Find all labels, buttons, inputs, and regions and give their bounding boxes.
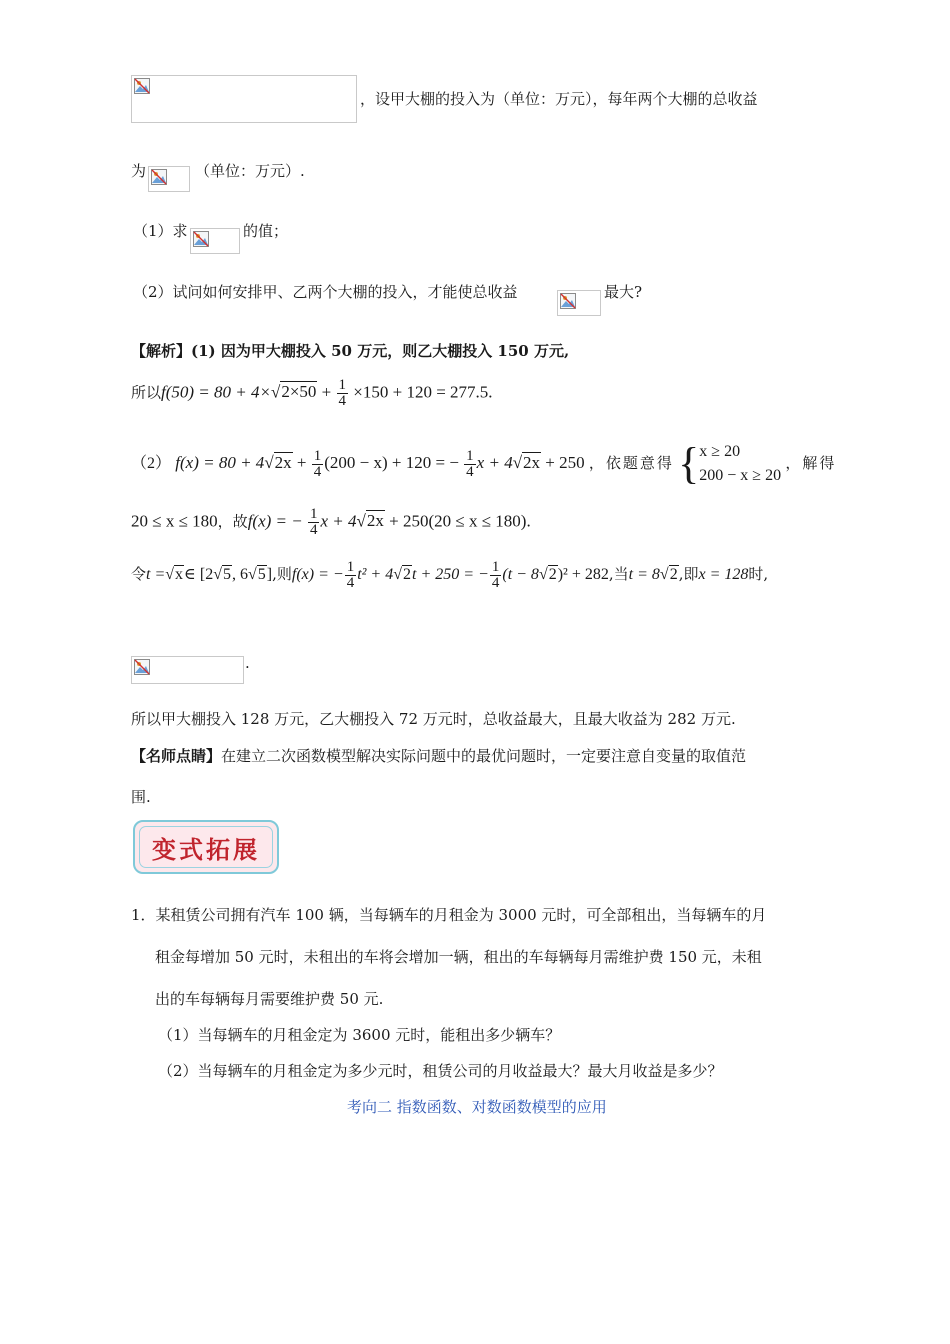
- math: .: [488, 382, 493, 402]
- label: （2）: [131, 454, 172, 472]
- image-placeholder: [190, 228, 240, 254]
- math: f(x) = −: [291, 566, 344, 584]
- math: +: [321, 382, 332, 402]
- text: ，解得: [785, 453, 837, 472]
- math: x + 4: [320, 511, 357, 531]
- math: (t − 8: [502, 566, 539, 584]
- exercise-question-2: （2）当每辆车的月租金定为多少元时，租赁公司的月收益最大？最大月收益是多少？: [158, 1062, 723, 1080]
- math: ×150 + 120 = 277.5: [353, 382, 489, 402]
- banner-label: 变式拓展: [139, 826, 273, 868]
- fraction: $\frac{1}{4}$: [346, 559, 355, 591]
- tip-line-1: [131, 745, 746, 767]
- fraction: $\frac{1}{4}$: [466, 447, 474, 480]
- math: x = 128: [698, 566, 749, 584]
- text: ，故: [217, 512, 248, 531]
- broken-image-icon: [193, 231, 209, 247]
- fraction: $\frac{1}{4}$: [491, 559, 500, 591]
- section-heading: 考向二 指数函数、对数函数模型的应用: [347, 1098, 607, 1116]
- sqrt: 2: [669, 566, 678, 584]
- image-placeholder: [148, 166, 190, 192]
- conclusion: 所以甲大棚投入 128 万元，乙大棚投入 72 万元时，总收益最大，且最大收益为 282 万元.: [131, 710, 736, 728]
- question-1-end: 的值；: [243, 222, 289, 240]
- solution-tag: 【解析】: [131, 342, 192, 360]
- solution-line-3: （2） f(x) = 80 + 4√2x + $\frac{1}{4}$ (200 − x) + 120 = − $\frac{1}{4}$ x + 4√2x + 250 ，依题意得 { x ≥ 20 200 − x ≥ 20 ，解得: [131, 439, 837, 488]
- sqrt: x: [175, 566, 184, 584]
- math: t + 250 = −: [412, 566, 489, 584]
- math: .: [526, 511, 531, 531]
- math: + 250: [545, 452, 585, 472]
- exercise-line-3: 出的车每辆每月需要维护费 50 元.: [155, 990, 384, 1008]
- math: t² + 4: [357, 566, 394, 584]
- solution-line-5: 令t =√x∈ [2√5, 6√5],则f(x) = − $\frac{1}{4}$ t² + 4√2t + 250 = − $\frac{1}{4}$ (t − 8√2)² + 282,当t = 8√2,即x = 128时,: [131, 559, 769, 591]
- math: f(x) = −: [247, 511, 303, 531]
- tip-tag: 【名师点睛】: [131, 747, 222, 765]
- broken-image-icon: [151, 169, 167, 185]
- image-placeholder: [131, 75, 357, 123]
- paragraph-text: ，设甲大棚的投入为（单位：万元），每年两个大棚的总收益: [360, 90, 758, 108]
- math: , 6: [232, 566, 248, 584]
- fraction: $\frac{1}{4}$: [313, 447, 322, 480]
- fraction: $\frac{1}{4}$: [338, 377, 347, 409]
- math: ]: [266, 566, 273, 584]
- sqrt: 2x: [523, 452, 541, 472]
- math: )² + 282: [557, 566, 609, 584]
- text: 时,: [748, 565, 769, 584]
- fraction: $\frac{1}{4}$: [309, 506, 318, 538]
- question-1: （1）求: [133, 222, 188, 240]
- brace: {: [678, 439, 700, 488]
- sqrt: 5: [223, 566, 231, 584]
- paragraph-text: 为: [131, 162, 147, 180]
- text: ,即: [678, 565, 699, 584]
- math: f(50) = 80 + 4×: [161, 382, 271, 402]
- exercise-question-1: （1）当每辆车的月租金定为 3600 元时，能租出多少辆车？: [158, 1026, 561, 1044]
- period: .: [245, 654, 250, 672]
- math: t =: [146, 566, 166, 584]
- sqrt: 2x: [274, 452, 292, 472]
- sqrt: 2: [548, 566, 557, 584]
- text: 令: [131, 565, 147, 584]
- text: ，依题意得: [588, 453, 674, 472]
- question-2: （2）试问如何安排甲、乙两个大棚的投入，才能使总收益: [133, 283, 518, 301]
- broken-image-icon: [560, 293, 576, 309]
- math: t = 8: [628, 566, 660, 584]
- tip-text: 在建立二次函数模型解决实际问题中的最优问题时，一定要注意自变量的取值范: [221, 747, 747, 765]
- solution-line-2: 所以f(50) = 80 + 4×√2×50 + $\frac{1}{4}$ ×150 + 120 = 277.5.: [131, 377, 493, 409]
- math: 20 ≤ x ≤ 180: [131, 511, 218, 531]
- math: (200 − x) + 120 = −: [324, 452, 459, 472]
- question-2-end: 最大?: [604, 283, 643, 301]
- sqrt: 2×50: [281, 382, 317, 402]
- exercise-line-2: 租金每增加 50 元时，未租出的车将会增加一辆，租出的车每辆每月需维护费 150 元，未租: [155, 948, 762, 966]
- text: 所以: [131, 383, 162, 402]
- solution-step-1: (1) 因为甲大棚投入 50 万元，则乙大棚投入 150 万元,: [191, 342, 570, 360]
- solution-line-1: [131, 340, 569, 362]
- math: + 250(20 ≤ x ≤ 180): [389, 511, 527, 531]
- broken-image-icon: [134, 78, 150, 94]
- paragraph-text: （单位：万元）.: [195, 162, 305, 180]
- sqrt: 2x: [366, 511, 384, 531]
- math: x + 4: [476, 452, 513, 472]
- exercise-line-1: 1．某租赁公司拥有汽车 100 辆，当每辆车的月租金为 3000 元时，可全部租出，当每辆车的月: [131, 906, 767, 924]
- text: ,则: [272, 565, 292, 584]
- tip-line-2: 围.: [131, 788, 151, 806]
- image-placeholder: [131, 656, 244, 684]
- math: f(x) = 80 + 4: [175, 452, 265, 472]
- sqrt: 2: [403, 566, 412, 584]
- image-placeholder: [557, 290, 601, 316]
- math: +: [296, 452, 307, 472]
- section-banner: [133, 820, 279, 874]
- sqrt: 5: [257, 566, 266, 584]
- math: ∈ [2: [184, 566, 214, 584]
- inequality-system: x ≥ 20 200 − x ≥ 20: [699, 443, 782, 484]
- broken-image-icon: [134, 659, 150, 675]
- solution-line-4: 20 ≤ x ≤ 180，故f(x) = − $\frac{1}{4}$ x + 4√2x + 250(20 ≤ x ≤ 180).: [131, 506, 531, 538]
- text: ,当: [608, 565, 629, 584]
